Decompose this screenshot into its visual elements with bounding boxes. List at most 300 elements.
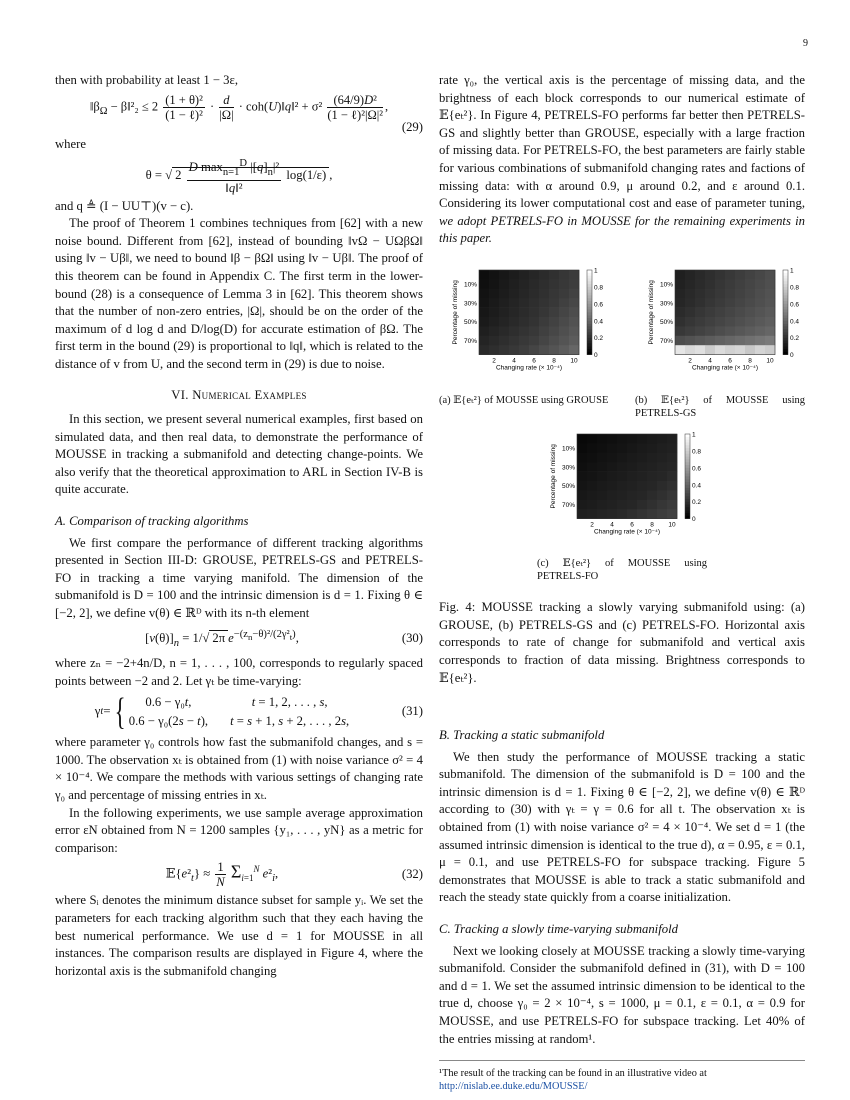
x-tick-label: 8 [650, 521, 654, 529]
colorbar-step [587, 346, 592, 349]
x-tick-label: 2 [590, 521, 594, 529]
colorbar-step [685, 501, 690, 504]
heatmap-cell [549, 326, 559, 336]
heatmap-cell [577, 434, 587, 444]
zn-paragraph: where zₙ = −2+4n/D, n = 1, . . . , 100, corresponds to regularly spaced points between −2 and 2. Let γₜ be time-varying: [55, 655, 423, 688]
subsection-a-title: A. Comparison of tracking algorithms [55, 514, 249, 529]
heatmap-cell [667, 490, 677, 500]
colorbar-step [587, 284, 592, 287]
colorbar-step [587, 276, 592, 279]
heatmap-cell [675, 317, 685, 327]
heatmap-cell [667, 509, 677, 519]
colorbar-step [685, 507, 690, 510]
heatmap-cell [755, 279, 765, 289]
slow-paragraph: Next we looking closely at MOUSSE tracking a slowly time-varying submanifold. Consider the submanifold defined in (31), with D = 100 and d = 1. We set the assumed intrinsic dimension to be identical to the true d, choose γ₀ = 2 × 10⁻⁴, s = 1000, μ = 0.1, ε = 0.1, α = 0.9 for MOUSSE, and use PETRELS-FO for subspace tracking. Let 40% of the entries missing at random¹. [439, 943, 805, 1046]
heatmap-cell [627, 462, 637, 472]
heatmap-cell [765, 326, 775, 336]
heatmap-cell [529, 308, 539, 318]
colorbar-step [685, 504, 690, 507]
heatmap-cell [735, 270, 745, 280]
colorbar-step [783, 332, 788, 335]
y-tick-label: 70% [561, 501, 575, 509]
heatmap-cell [519, 345, 529, 355]
heatmap-cell [657, 481, 667, 491]
heatmap-cell [657, 471, 667, 481]
colorbar-tick-label: 1 [692, 431, 696, 439]
heatmap-cell [725, 336, 735, 346]
heatmap-cell [489, 326, 499, 336]
colorbar-step [685, 476, 690, 479]
heatmap-a [439, 266, 609, 386]
heatmap-cell [539, 289, 549, 299]
colorbar-step [587, 312, 592, 315]
heatmap-cell [715, 345, 725, 355]
heatmap-cell [539, 279, 549, 289]
colorbar-tick-label: 0 [790, 352, 794, 360]
colorbar-step [587, 332, 592, 335]
heatmap-cell [705, 336, 715, 346]
y-tick-label: 10% [561, 445, 575, 453]
x-axis-label: Changing rate (× 10⁻⁴) [691, 364, 759, 372]
heatmap-cell [539, 308, 549, 318]
heatmap-cell [549, 270, 559, 280]
heatmap-cell [607, 471, 617, 481]
heatmap-cell [755, 345, 765, 355]
colorbar-tick-label: 0.4 [594, 318, 604, 326]
colorbar-step [587, 309, 592, 312]
heatmap-cell [695, 308, 705, 318]
colorbar-step [783, 278, 788, 281]
heatmap-cell [539, 317, 549, 327]
heatmap-cell [675, 279, 685, 289]
colorbar-step [685, 448, 690, 451]
heatmap-cell [549, 345, 559, 355]
figure-c-caption: (c) 𝔼{eₜ²} of MOUSSE using PETRELS-FO [537, 558, 707, 583]
heatmap-cell [499, 308, 509, 318]
y-tick-label: 30% [463, 300, 477, 308]
y-axis-label: Percentage of missing [452, 280, 459, 345]
heatmap-cell [735, 279, 745, 289]
x-tick-label: 10 [570, 357, 578, 365]
heatmap-cell [617, 509, 627, 519]
colorbar-step [685, 496, 690, 499]
heatmap-cell [489, 298, 499, 308]
heatmap-cell [509, 326, 519, 336]
heatmap-cell [569, 317, 579, 327]
heatmap-cell [479, 317, 489, 327]
heatmap-cell [617, 434, 627, 444]
heatmap-cell [489, 336, 499, 346]
heatmap-b [635, 266, 805, 386]
heatmap-cell [529, 270, 539, 280]
y-tick-label: 70% [659, 337, 673, 345]
colorbar-step [783, 338, 788, 341]
colorbar-step [587, 349, 592, 352]
heatmap-cell [509, 317, 519, 327]
colorbar-step [783, 340, 788, 343]
colorbar-step [783, 290, 788, 293]
heatmap-cell [735, 345, 745, 355]
heatmap-cell [549, 289, 559, 299]
heatmap-cell [519, 317, 529, 327]
heatmap-cell [569, 279, 579, 289]
heatmap-cell [539, 336, 549, 346]
heatmap-cell [529, 317, 539, 327]
heatmap-cell [647, 443, 657, 453]
footnote [439, 1060, 805, 1093]
colorbar-step [783, 312, 788, 315]
colorbar-step [587, 301, 592, 304]
heatmap-cell [519, 279, 529, 289]
colorbar-step [685, 493, 690, 496]
heatmap-cell [597, 509, 607, 519]
heatmap-cell [577, 509, 587, 519]
heatmap-cell [667, 452, 677, 462]
heatmap-cell [637, 490, 647, 500]
section-title: VI. Numerical Examples [171, 388, 307, 403]
heatmap-cell [607, 481, 617, 491]
colorbar-step [685, 436, 690, 439]
colorbar-step [783, 321, 788, 324]
heatmap-cell [657, 499, 667, 509]
heatmap-cell [755, 270, 765, 280]
heatmap-cell [607, 434, 617, 444]
heatmap-cell [705, 308, 715, 318]
heatmap-cell [695, 289, 705, 299]
heatmap-cell [577, 471, 587, 481]
heatmap-cell [519, 308, 529, 318]
heatmap-cell [715, 279, 725, 289]
heatmap-cell [765, 298, 775, 308]
heatmap-cell [657, 443, 667, 453]
colorbar-step [685, 450, 690, 453]
heatmap-cell [489, 289, 499, 299]
heatmap-cell [539, 270, 549, 280]
heatmap-cell [597, 443, 607, 453]
colorbar-step [685, 453, 690, 456]
heatmap-cell [715, 289, 725, 299]
heatmap-cell [627, 471, 637, 481]
colorbar-step [685, 434, 690, 437]
heatmap-cell [705, 298, 715, 308]
eq31-number: (31) [401, 704, 423, 719]
heatmap-cell [647, 452, 657, 462]
heatmap-cell [735, 308, 745, 318]
colorbar-step [783, 292, 788, 295]
static-paragraph: We then study the performance of MOUSSE tracking a static submanifold. The dimension of the submanifold is D = 100 and the intrinsic dimension is d = 1. Fixing θ ∈ [−2, 2], we define v(θ) ∈ ℝᴰ according to (30) with γₜ = γ = 0.6 for all t. The observation xₜ is obtained from (1) with noise variance σ² = 4 × 10⁻⁴. We set d = 1 (the assumed intrinsic dimension is identical to the true d), α = 0.95, ε = 0.1, μ = 0.1, and use PETRELS-FO for subspace tracking. Figure 5 demonstrates that MOUSSE is able to track a static submanifold and reach the steady state quickly from a coarse initialization. [439, 749, 805, 905]
heatmap-cell [685, 270, 695, 280]
colorbar-step [587, 324, 592, 327]
heatmap-cell [725, 298, 735, 308]
heatmap-cell [499, 336, 509, 346]
colorbar-step [783, 270, 788, 273]
colorbar-step [783, 295, 788, 298]
eq29-number: (29) [401, 119, 423, 134]
figure-row-bottom [439, 430, 805, 584]
heatmap-cell [529, 289, 539, 299]
heatmap-cell [647, 499, 657, 509]
colorbar-tick-label: 0.2 [692, 498, 702, 506]
heatmap-cell [559, 289, 569, 299]
heatmap-cell [765, 308, 775, 318]
heatmap-cell [627, 490, 637, 500]
heatmap-cell [597, 499, 607, 509]
heatmap-cell [715, 270, 725, 280]
colorbar-step [685, 484, 690, 487]
heatmap-cell [765, 270, 775, 280]
heatmap-cell [479, 326, 489, 336]
heatmap-cell [509, 279, 519, 289]
colorbar-step [587, 343, 592, 346]
colorbar-step [587, 270, 592, 273]
heatmap-cell [569, 345, 579, 355]
heatmap-cell [617, 471, 627, 481]
heatmap-cell [499, 326, 509, 336]
heatmap-cell [529, 345, 539, 355]
heatmap-cell [587, 434, 597, 444]
heatmap-cell [577, 462, 587, 472]
heatmap-cell [675, 270, 685, 280]
colorbar-step [783, 318, 788, 321]
heatmap-cell [559, 326, 569, 336]
colorbar-step [587, 321, 592, 324]
heatmap-cell [715, 336, 725, 346]
colorbar-step [685, 465, 690, 468]
heatmap-cell [695, 317, 705, 327]
figure-b-caption: (b) 𝔼{eₜ²} of MOUSSE using PETRELS-GS [635, 394, 805, 419]
heatmap-cell [479, 298, 489, 308]
heatmap-cell [607, 490, 617, 500]
heatmap-cell [479, 289, 489, 299]
heatmap-cell [657, 462, 667, 472]
colorbar-tick-label: 0.8 [790, 284, 800, 292]
x-tick-label: 6 [728, 357, 732, 365]
colorbar-step [685, 445, 690, 448]
heatmap-cell [587, 509, 597, 519]
heatmap-cell [765, 336, 775, 346]
heatmap-cell [735, 317, 745, 327]
colorbar-step [783, 276, 788, 279]
figure-4-caption: Fig. 4: MOUSSE tracking a slowly varying submanifold using: (a) GROUSE, (b) PETRELS-GS and (c) PETRELS-FO. Horizontal axis corresponds to rate of change for submanifold and vertical axis corresponds to fraction of data missing. Brightness corresponds to 𝔼{eₜ²}. [439, 600, 805, 685]
colorbar-step [587, 340, 592, 343]
heatmap-cell [577, 490, 587, 500]
heatmap-cell [627, 499, 637, 509]
heatmap-cell [667, 481, 677, 491]
heatmap-cell [637, 462, 647, 472]
y-tick-label: 10% [659, 281, 673, 289]
colorbar-step [587, 292, 592, 295]
heatmap-cell [559, 345, 569, 355]
heatmap-cell [745, 336, 755, 346]
heatmap-cell [509, 345, 519, 355]
colorbar-step [587, 298, 592, 301]
heatmap-cell [705, 289, 715, 299]
heatmap-cell [519, 326, 529, 336]
colorbar-step [685, 490, 690, 493]
heatmap-cell [745, 345, 755, 355]
heatmap-cell [607, 509, 617, 519]
heatmap-cell [577, 452, 587, 462]
heatmap-cell [647, 434, 657, 444]
heatmap-cell [559, 270, 569, 280]
heatmap-cell [637, 443, 647, 453]
heatmap-cell [559, 298, 569, 308]
heatmap-cell [745, 279, 755, 289]
heatmap-cell [539, 298, 549, 308]
y-tick-label: 70% [463, 337, 477, 345]
heatmap-cell [755, 289, 765, 299]
heatmap-cell [519, 289, 529, 299]
heatmap-cell [519, 298, 529, 308]
heatmap-cell [509, 270, 519, 280]
x-axis-label: Changing rate (× 10⁻⁴) [593, 528, 661, 536]
heatmap-cell [667, 499, 677, 509]
colorbar-step [783, 298, 788, 301]
heatmap-cell [735, 298, 745, 308]
heatmap-cell [715, 326, 725, 336]
heatmap-cell [715, 317, 725, 327]
x-tick-label: 10 [668, 521, 676, 529]
colorbar-step [685, 459, 690, 462]
colorbar-tick-label: 0.6 [790, 301, 800, 309]
heatmap-cell [715, 308, 725, 318]
heatmap-cell [569, 289, 579, 299]
x-tick-label: 4 [610, 521, 614, 529]
heatmap-cell [705, 345, 715, 355]
colorbar-tick-label: 0.6 [594, 301, 604, 309]
heatmap-cell [637, 481, 647, 491]
colorbar-step [685, 479, 690, 482]
colorbar-tick-label: 0.8 [692, 447, 702, 455]
heatmap-cell [549, 279, 559, 289]
heatmap-cell [637, 434, 647, 444]
heatmap-cell [627, 434, 637, 444]
heatmap-cell [755, 336, 765, 346]
colorbar-tick-label: 0.6 [692, 464, 702, 472]
heatmap-cell [755, 317, 765, 327]
footnote-link[interactable]: http://nislab.ee.duke.edu/MOUSSE/ [439, 1081, 588, 1093]
compare-paragraph: We first compare the performance of different tracking algorithms presented in Section III-D: GROUSE, PETRELS-GS and PETRELS-FO in tracking a time varying manifold. The dimension of the submanifold is D = 100 and the intrinsic dimension is d = 1. Fixing θ ∈ [−2, 2], we define v(θ) ∈ ℝᴰ with its n-th element [55, 535, 423, 621]
heatmap-cell [539, 345, 549, 355]
where-s-paragraph: where Sᵢ denotes the minimum distance subset for sample yᵢ. We set the parameters for each tracking algorithm such that they each having the best numerical performance. We use d = 1 for MOUSSE in all instances. The comparison results are displayed in Figure 4, where the horizontal axis is the submanifold changing [55, 893, 423, 978]
heatmap-cell [667, 462, 677, 472]
colorbar-step [587, 278, 592, 281]
continuation-emphasis: we adopt PETRELS-FO in MOUSSE for the remaining experiments in this paper. [439, 213, 805, 246]
heatmap-cell [745, 317, 755, 327]
heatmap-cell [597, 434, 607, 444]
x-tick-label: 2 [688, 357, 692, 365]
colorbar-step [783, 349, 788, 352]
heatmap-cell [705, 326, 715, 336]
heatmap-cell [765, 317, 775, 327]
heatmap-cell [489, 270, 499, 280]
colorbar-step [587, 307, 592, 310]
heatmap-cell [607, 499, 617, 509]
heatmap-cell [607, 443, 617, 453]
heatmap-cell [509, 308, 519, 318]
heatmap-cell [499, 317, 509, 327]
x-tick-label: 8 [748, 357, 752, 365]
y-tick-label: 10% [463, 281, 477, 289]
heatmap-cell [675, 326, 685, 336]
heatmap-cell [489, 317, 499, 327]
footnote-text: ¹The result of the tracking can be found in an illustrative video at [439, 1068, 707, 1080]
colorbar-step [783, 335, 788, 338]
heatmap-cell [725, 345, 735, 355]
heatmap-cell [685, 317, 695, 327]
heatmap-cell [627, 443, 637, 453]
eq30-number: (30) [401, 630, 423, 645]
heatmap-cell [519, 270, 529, 280]
heatmap-cell [627, 481, 637, 491]
heatmap-cell [587, 452, 597, 462]
continuation-paragraph: rate γ₀, the vertical axis is the percentage of missing data, and the brightness of each block corresponds to our numerical estimate of 𝔼{eₜ²}. In Figure 4, PETRELS-FO performs far better then PETRELS-GS and slightly better than GROUSE, especially with a large fraction of missing data. For PETRELS-FO, the best parameters are fairly stable for various combinations of submanifold changing rates and factions of missing data: with α around 0.9, μ around 0.2, and ε around 0.1. Considering its lower computational cost and ease of parameter tuning, [439, 73, 805, 211]
heatmap-cell [569, 298, 579, 308]
y-tick-label: 50% [463, 319, 477, 327]
heatmap-cell [695, 336, 705, 346]
equation-29: $‖\beta_\Omega$ − β‖²₂ ≤ 2 $\frac{\text{(1 + θ)²}}{\text{(1 − ℓ)²}}$ · $\frac{d}{|\Omega|}$ · coh(U)‖q‖² + σ² $\frac{\text{(64/9)D²}}{\text{(1 − ℓ)²|Ω|²}}$ , [89, 92, 389, 122]
colorbar-step [783, 301, 788, 304]
colorbar-step [685, 498, 690, 501]
x-tick-label: 10 [766, 357, 774, 365]
colorbar-step [783, 309, 788, 312]
heatmap-cell [577, 481, 587, 491]
colorbar-step [587, 338, 592, 341]
figure-c [537, 430, 707, 584]
heatmap-cell [617, 481, 627, 491]
colorbar-step [783, 287, 788, 290]
heatmap-cell [745, 270, 755, 280]
heatmap-cell [657, 509, 667, 519]
colorbar-tick-label: 0.8 [594, 284, 604, 292]
heatmap-cell [489, 308, 499, 318]
heatmap-cell [549, 308, 559, 318]
x-axis-label: Changing rate (× 10⁻⁴) [495, 364, 563, 372]
figure-a [439, 266, 609, 420]
colorbar-step [587, 281, 592, 284]
intro-line: then with probability at least 1 − 3ε, [55, 73, 239, 87]
heatmap-cell [685, 308, 695, 318]
colorbar-step [587, 326, 592, 329]
heatmap-cell [597, 452, 607, 462]
colorbar-step [685, 512, 690, 515]
heatmap-cell [685, 279, 695, 289]
colorbar-tick-label: 0 [594, 352, 598, 360]
colorbar-step [783, 329, 788, 332]
heatmap-cell [587, 490, 597, 500]
heatmap-cell [617, 452, 627, 462]
colorbar-step [783, 284, 788, 287]
heatmap-cell [745, 308, 755, 318]
x-tick-label: 4 [512, 357, 516, 365]
page-number: 9 [803, 38, 808, 49]
heatmap-cell [499, 298, 509, 308]
heatmap-cell [587, 443, 597, 453]
heatmap-cell [675, 308, 685, 318]
heatmap-cell [577, 499, 587, 509]
where-label: where [55, 137, 86, 152]
heatmap-cell [765, 289, 775, 299]
colorbar-step [783, 315, 788, 318]
colorbar-tick-label: 0.4 [790, 318, 800, 326]
heatmap-cell [569, 308, 579, 318]
heatmap-cell [509, 336, 519, 346]
colorbar-step [587, 295, 592, 298]
colorbar-step [783, 324, 788, 327]
colorbar-step [783, 304, 788, 307]
heatmap-cell [479, 270, 489, 280]
colorbar-tick-label: 0 [692, 515, 696, 523]
